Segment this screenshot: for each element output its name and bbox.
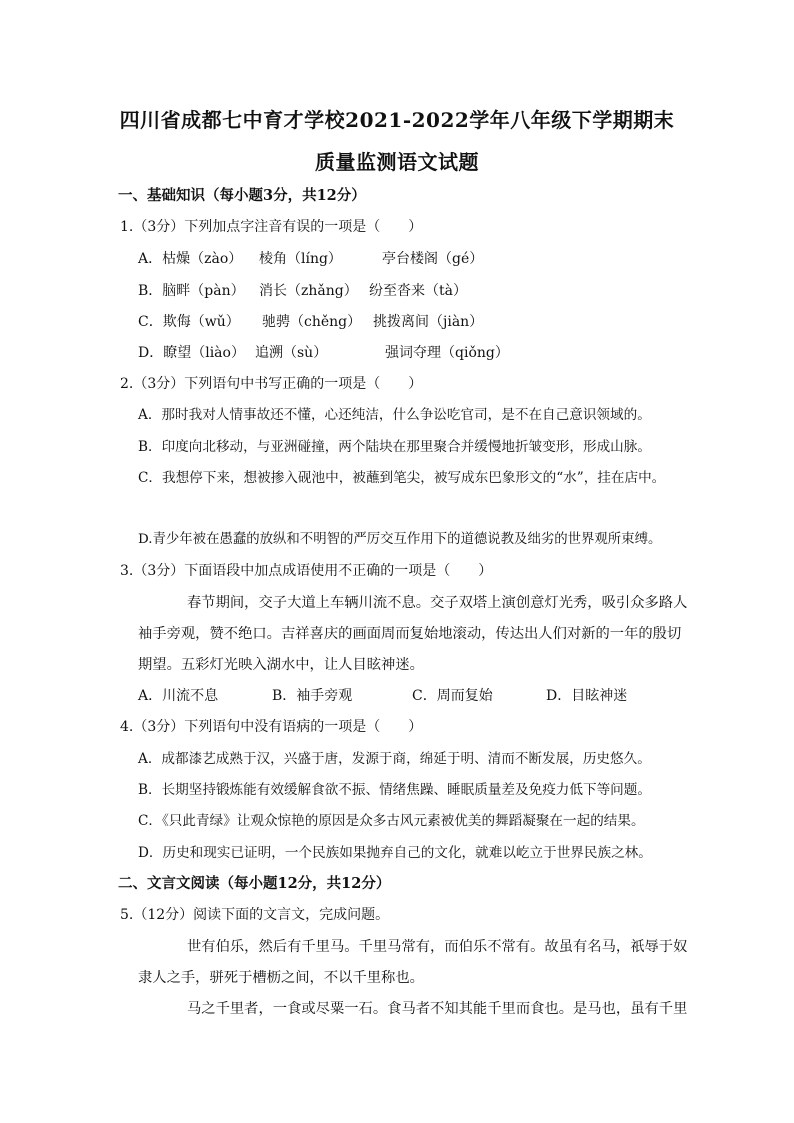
option-d-item-1: D．瞭望（liào）	[138, 345, 245, 361]
question-5-passage-p1-line1: 世有伯乐，然后有千里马。千里马常有，而伯乐不常有。故虽有名马，祇辱于奴	[187, 939, 688, 955]
question-3-option-a: A．川流不息	[138, 688, 219, 704]
option-a-item-1: A．枯燥（zào）	[138, 251, 243, 267]
option-c-item-3: 挑拨离间（jiàn）	[373, 314, 484, 330]
question-2-option-a: A．那时我对人情事故还不懂，心还纯洁，什么争讼吃官司，是不在自己意识领域的。	[138, 407, 651, 423]
question-1-option-c	[138, 313, 483, 331]
question-4-option-a: A．成都漆艺成熟于汉，兴盛于唐，发源于商，绵延于明、清而不断发展，历史悠久。	[138, 751, 651, 767]
question-5-passage-p1-line2: 隶人之手，骈死于槽枥之间，不以千里称也。	[138, 970, 424, 986]
option-d-item-2: 追溯（sù）	[255, 345, 328, 361]
question-5-stem: 5.（12分）阅读下面的文言文，完成问题。	[120, 907, 390, 923]
exam-title-line1: 四川省成都七中育才学校2021-2022学年八年级下学期期末	[119, 108, 675, 132]
question-2-stem: 2.（3分）下列语句中书写正确的一项是（ ）	[120, 376, 423, 392]
question-2-option-b: B．印度向北移动，与亚洲碰撞，两个陆块在那里聚合并缓慢地折皱变形，形成山脉。	[138, 439, 651, 455]
question-3-passage-line1: 春节期间，交子大道上车辆川流不息。交子双塔上演创意灯光秀，吸引众多路人	[187, 595, 688, 611]
question-2-option-d: D.青少年被在愚蠢的放纵和不明智的严厉交互作用下的道德说教及绌劣的世界观所束缚。	[138, 532, 662, 547]
question-3-option-c: C．周而复始	[412, 688, 493, 704]
section-classical-reading: 二、文言文阅读（每小题12分，共12分）	[118, 875, 391, 892]
question-1-option-a	[138, 250, 483, 268]
question-3-passage-line3: 期望。五彩灯光映入湖水中，让人目眩神迷。	[138, 657, 424, 673]
question-5-passage-p2-line1: 马之千里者，一食或尽粟一石。食马者不知其能千里而食也。是马也，虽有千里	[187, 1001, 688, 1017]
question-4-stem: 4.（3分）下列语句中没有语病的一项是（ ）	[120, 719, 423, 735]
question-3-options	[138, 687, 627, 705]
question-2-option-c: C．我想停下来，想被掺入砚池中，被蘸到笔尖，被写成东巴象形文的“水”，挂在店中。	[138, 470, 666, 486]
option-b-item-3: 纷至沓来（tà）	[369, 283, 467, 299]
question-3-stem: 3.（3分）下面语段中加点成语使用不正确的一项是（ ）	[120, 563, 493, 579]
option-c-item-1: C．欺侮（wǔ）	[138, 314, 240, 330]
option-b-item-1: B．脑畔（pàn）	[138, 283, 245, 299]
section-basic-knowledge: 一、基础知识（每小题3分，共12分）	[118, 187, 366, 204]
question-4-option-b: B．长期坚持锻炼能有效缓解食欲不振、情绪焦躁、睡眠质量差及免疫力低下等问题。	[138, 782, 651, 798]
question-3-option-b: B．袖手旁观	[272, 688, 353, 704]
question-3-option-d: D．目眩神迷	[546, 688, 628, 704]
question-4-option-c: C．《只此青绿》让观众惊艳的原因是众多古风元素被优美的舞蹈凝聚在一起的结果。	[138, 813, 645, 829]
option-a-item-3: 亭台楼阁（gé）	[382, 251, 484, 267]
option-b-item-2: 消长（zhǎng）	[259, 283, 358, 299]
exam-title-line2: 质量监测语文试题	[315, 150, 479, 174]
question-1-stem: 1.（3分）下列加点字注音有误的一项是（ ）	[120, 219, 423, 235]
option-a-item-2: 棱角（líng）	[259, 251, 342, 267]
question-1-option-d	[138, 344, 509, 362]
option-c-item-2: 驰骋（chěng）	[262, 314, 362, 330]
question-4-option-d: D．历史和现实已证明，一个民族如果抛弃自己的文化，就难以屹立于世界民族之林。	[138, 845, 652, 861]
question-3-passage-line2: 袖手旁观，赞不绝口。吉祥喜庆的画面周而复始地滚动，传达出人们对新的一年的殷切	[138, 626, 682, 642]
option-d-item-3: 强词夺理（qiǒng）	[385, 345, 509, 361]
question-1-option-b	[138, 282, 467, 300]
